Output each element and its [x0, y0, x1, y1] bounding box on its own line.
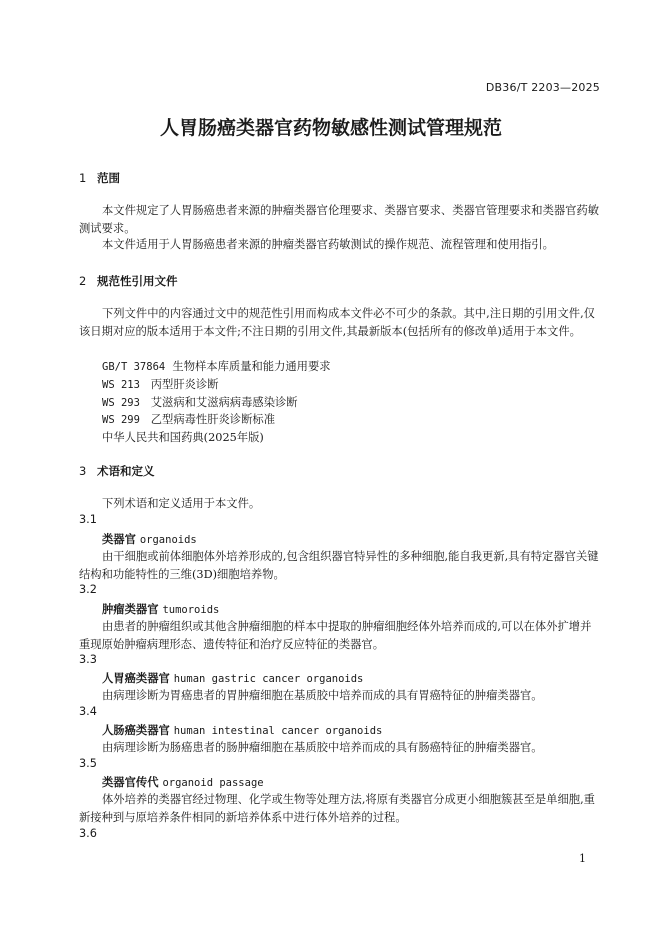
term-number: 3.5: [79, 757, 97, 770]
section-3-number: 3: [79, 464, 87, 478]
reference-title: 生物样本库质量和能力通用要求: [172, 360, 331, 373]
standard-code: DB36/T 2203—2025: [485, 81, 600, 94]
term-number: 3.4: [79, 705, 97, 718]
section-1-para-2: 本文件适用于人胃肠癌患者来源的肿瘤类器官药敏测试的操作规范、流程管理和使用指引。: [102, 238, 554, 251]
term-definition: 体外培养的类器官经过物理、化学或生物等处理方法,将原有类器官分成更小细胞簇甚至是单细胞,重新接种到与原培养条件相同的新培养体系中进行体外培养的过程。: [79, 793, 595, 824]
reference-title: 艾滋病和艾滋病病毒感染诊断: [150, 396, 298, 409]
section-2-heading: [79, 273, 178, 289]
section-2-number: 2: [79, 274, 87, 288]
term-heading: [102, 722, 382, 738]
reference-item: [102, 376, 219, 394]
reference-code: WS 293: [102, 397, 140, 409]
section-1-title: 范围: [97, 171, 120, 185]
term-name-zh: 类器官传代: [102, 776, 159, 789]
term-name-zh: 肿瘤类器官: [102, 603, 159, 616]
section-1-para-1: 本文件规定了人胃肠癌患者来源的肿瘤类器官伦理要求、类器官要求、类器官管理要求和类器官药敏测试要求。: [79, 204, 600, 235]
section-3-heading: [79, 463, 155, 479]
term-name-en: organoids: [139, 534, 197, 546]
term-definition: 由患者的肿瘤组织或其他含肿瘤细胞的样本中提取的肿瘤细胞经体外培养而成的,可以在体外扩增并重现原始肿瘤病理形态、遗传特征和治疗反应特征的类器官。: [79, 620, 592, 651]
page-number: 1: [579, 852, 586, 865]
term-definition: 由干细胞或前体细胞体外培养形成的,包含组织器官特异性的多种细胞,能自我更新,具有特定器官关键结构和功能特性的三维(3D)细胞培养物。: [79, 550, 599, 581]
reference-item: [102, 411, 275, 429]
term-name-zh: 类器官: [102, 533, 136, 546]
reference-title: 乙型病毒性肝炎诊断标准: [150, 413, 275, 426]
term-number: 3.1: [79, 513, 97, 526]
term-number: 3.3: [79, 653, 97, 666]
term-number: 3.2: [79, 583, 97, 596]
section-2-para-1: 下列文件中的内容通过文中的规范性引用而构成本文件必不可少的条款。其中,注日期的引用文件,仅该日期对应的版本适用于本文件;不注日期的引用文件,其最新版本(包括所有的修改单)适用于本文件。: [79, 307, 595, 338]
reference-title: 丙型肝炎诊断: [150, 378, 219, 391]
term-name-zh: 人肠癌类器官: [102, 724, 170, 737]
term-heading: [102, 774, 264, 790]
term-number: 3.6: [79, 827, 97, 840]
section-1-heading: [79, 170, 120, 186]
term-name-en: tumoroids: [162, 604, 220, 616]
section-2-title: 规范性引用文件: [97, 274, 178, 288]
term-name-zh: 人胃癌类器官: [102, 672, 170, 685]
reference-item: [102, 358, 331, 376]
reference-code: WS 213: [102, 379, 140, 391]
section-3-title: 术语和定义: [97, 464, 155, 478]
section-3-intro: 下列术语和定义适用于本文件。: [102, 497, 261, 510]
reference-item-pharmacopoeia: 中华人民共和国药典(2025年版): [102, 431, 264, 444]
term-name-en: organoid passage: [162, 777, 264, 789]
term-definition: 由病理诊断为胃癌患者的胃肿瘤细胞在基质胶中培养而成的具有胃癌特征的肿瘤类器官。: [102, 689, 543, 702]
section-1-number: 1: [79, 171, 87, 185]
reference-code: WS 299: [102, 414, 140, 426]
term-heading: [102, 531, 197, 547]
reference-code: GB/T 37864: [102, 361, 166, 373]
term-heading: [102, 670, 363, 686]
term-definition: 由病理诊断为肠癌患者的肠肿瘤细胞在基质胶中培养而成的具有肠癌特征的肿瘤类器官。: [102, 741, 543, 754]
term-heading: [102, 601, 219, 617]
document-title: 人胃肠癌类器官药物敏感性测试管理规范: [159, 117, 502, 139]
reference-item: [102, 394, 298, 412]
term-name-en: human intestinal cancer organoids: [173, 725, 383, 737]
term-name-en: human gastric cancer organoids: [173, 673, 364, 685]
